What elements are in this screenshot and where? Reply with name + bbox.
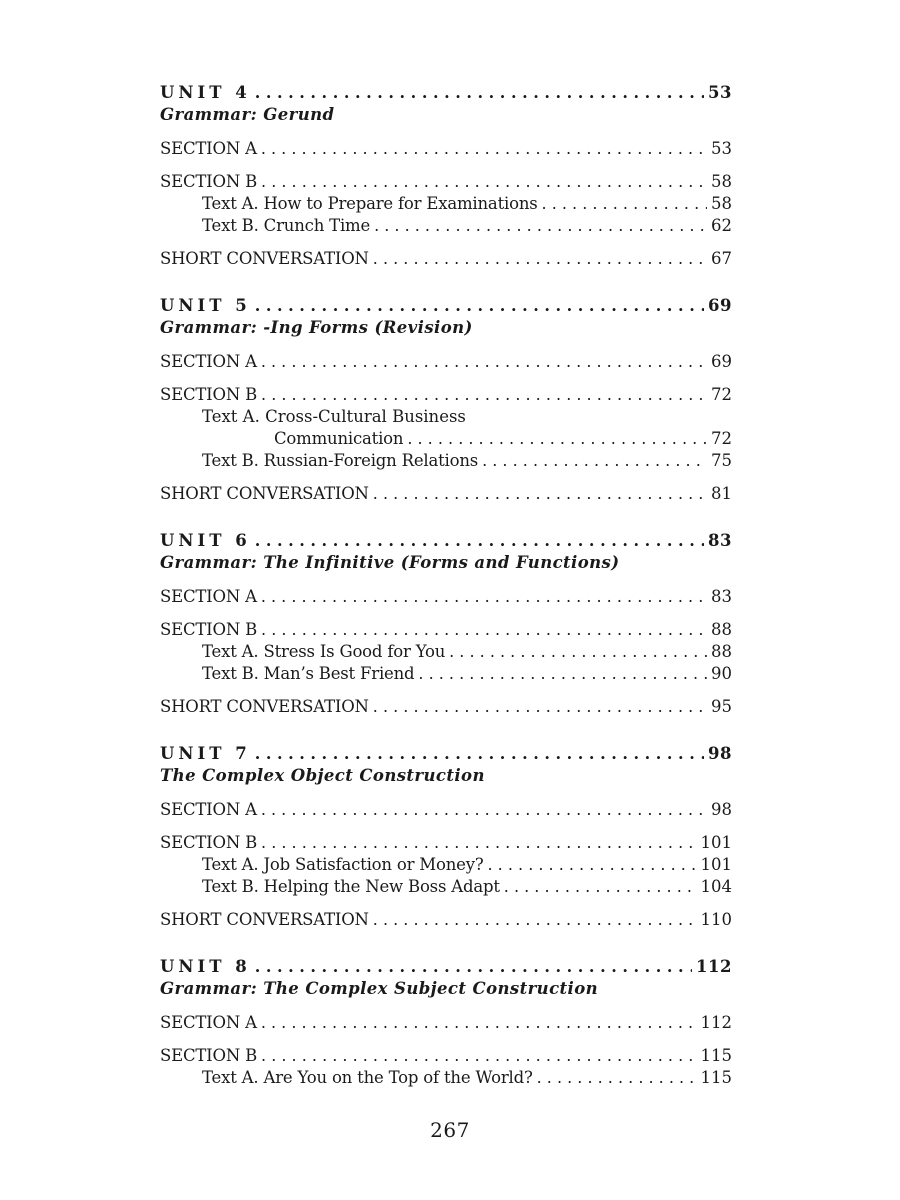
section-block bbox=[160, 1045, 732, 1089]
dot-leader bbox=[255, 743, 704, 765]
dot-leader bbox=[418, 663, 707, 685]
entry-label: SECTION A bbox=[160, 139, 257, 158]
grammar-topic: Grammar: Gerund bbox=[160, 105, 335, 124]
entry-page-number: 98 bbox=[708, 744, 732, 763]
page-number: 267 bbox=[430, 1118, 470, 1142]
dot-leader bbox=[482, 450, 707, 472]
entry-page-number: 110 bbox=[700, 910, 732, 929]
entry-page-number: 101 bbox=[700, 833, 732, 852]
text-entry[interactable] bbox=[160, 876, 732, 898]
section-entry[interactable] bbox=[160, 586, 732, 608]
section-block bbox=[160, 909, 732, 931]
unit-block bbox=[160, 530, 732, 718]
entry-label: SHORT CONVERSATION bbox=[160, 697, 369, 716]
dot-leader bbox=[537, 1067, 697, 1089]
entry-label: SHORT CONVERSATION bbox=[160, 910, 369, 929]
unit-heading[interactable] bbox=[160, 956, 732, 978]
grammar-topic: Grammar: -Ing Forms (Revision) bbox=[160, 318, 473, 337]
section-entry[interactable] bbox=[160, 696, 732, 718]
entry-page-number: 115 bbox=[700, 1068, 732, 1087]
section-block bbox=[160, 1012, 732, 1034]
dot-leader bbox=[373, 248, 707, 270]
dot-leader bbox=[261, 384, 707, 406]
section-entry[interactable] bbox=[160, 799, 732, 821]
unit-heading[interactable] bbox=[160, 295, 732, 317]
unit-heading[interactable] bbox=[160, 530, 732, 552]
grammar-topic: The Complex Object Construction bbox=[160, 766, 485, 785]
section-block bbox=[160, 483, 732, 505]
section-entry[interactable] bbox=[160, 138, 732, 160]
entry-label: Text A. Stress Is Good for You bbox=[202, 642, 446, 661]
section-block bbox=[160, 586, 732, 608]
section-block bbox=[160, 248, 732, 270]
dot-leader bbox=[373, 909, 697, 931]
dot-leader bbox=[373, 483, 707, 505]
entry-page-number: 90 bbox=[711, 664, 732, 683]
dot-leader bbox=[261, 832, 696, 854]
dot-leader bbox=[255, 530, 704, 552]
section-entry[interactable] bbox=[160, 483, 732, 505]
section-block bbox=[160, 384, 732, 472]
entry-label: SECTION B bbox=[160, 1046, 258, 1065]
text-entry[interactable] bbox=[160, 1067, 732, 1089]
text-entry[interactable] bbox=[160, 450, 732, 472]
entry-label: Text B. Crunch Time bbox=[202, 216, 371, 235]
entry-page-number: 58 bbox=[711, 194, 732, 213]
section-entry[interactable] bbox=[160, 832, 732, 854]
section-entry[interactable] bbox=[160, 248, 732, 270]
dot-leader bbox=[374, 215, 707, 237]
entry-page-number: 53 bbox=[711, 139, 732, 158]
dot-leader bbox=[488, 854, 697, 876]
text-entry[interactable] bbox=[160, 406, 732, 450]
text-entry[interactable] bbox=[160, 663, 732, 685]
entry-label: SECTION B bbox=[160, 620, 258, 639]
entry-page-number: 95 bbox=[711, 697, 732, 716]
dot-leader bbox=[255, 956, 692, 978]
entry-page-number: 83 bbox=[708, 531, 732, 550]
entry-page-number: 62 bbox=[711, 216, 732, 235]
dot-leader bbox=[261, 586, 707, 608]
entry-page-number: 69 bbox=[708, 296, 732, 315]
entry-page-number: 72 bbox=[711, 429, 732, 448]
entry-label: UNIT 8 bbox=[160, 957, 251, 976]
section-block bbox=[160, 351, 732, 373]
grammar-topic: Grammar: The Complex Subject Construction bbox=[160, 979, 599, 998]
unit-block bbox=[160, 956, 732, 1089]
entry-label: Text A. Are You on the Top of the World? bbox=[202, 1068, 533, 1087]
entry-page-number: 112 bbox=[700, 1013, 732, 1032]
entry-page-number: 98 bbox=[711, 800, 732, 819]
entry-page-number: 72 bbox=[711, 385, 732, 404]
dot-leader bbox=[261, 138, 707, 160]
dot-leader bbox=[373, 696, 707, 718]
section-entry[interactable] bbox=[160, 619, 732, 641]
dot-leader bbox=[261, 619, 707, 641]
entry-label: UNIT 4 bbox=[160, 83, 251, 102]
dot-leader bbox=[261, 351, 707, 373]
dot-leader bbox=[261, 1045, 696, 1067]
entry-label: SECTION A bbox=[160, 800, 257, 819]
entry-page-number: 69 bbox=[711, 352, 732, 371]
text-entry[interactable] bbox=[160, 641, 732, 663]
entry-label: SHORT CONVERSATION bbox=[160, 484, 369, 503]
dot-leader bbox=[255, 295, 704, 317]
entry-label: Text A. Cross-Cultural Business bbox=[202, 407, 466, 426]
dot-leader bbox=[504, 876, 697, 898]
grammar-topic: Grammar: The Infinitive (Forms and Functions) bbox=[160, 553, 620, 572]
section-entry[interactable] bbox=[160, 351, 732, 373]
entry-page-number: 81 bbox=[711, 484, 732, 503]
entry-label: SECTION A bbox=[160, 587, 257, 606]
section-entry[interactable] bbox=[160, 384, 732, 406]
entry-page-number: 58 bbox=[711, 172, 732, 191]
entry-page-number: 88 bbox=[711, 642, 732, 661]
dot-leader bbox=[261, 171, 707, 193]
dot-leader bbox=[542, 193, 707, 215]
text-entry[interactable] bbox=[160, 193, 732, 215]
entry-page-number: 112 bbox=[696, 957, 732, 976]
section-entry[interactable] bbox=[160, 1012, 732, 1034]
entry-label: Text B. Helping the New Boss Adapt bbox=[202, 877, 500, 896]
section-block bbox=[160, 138, 732, 160]
section-entry[interactable] bbox=[160, 909, 732, 931]
entry-page-number: 104 bbox=[700, 877, 732, 896]
unit-block bbox=[160, 295, 732, 505]
entry-page-number: 88 bbox=[711, 620, 732, 639]
entry-label: SECTION B bbox=[160, 385, 258, 404]
dot-leader bbox=[449, 641, 707, 663]
unit-block bbox=[160, 743, 732, 931]
section-block bbox=[160, 832, 732, 898]
dot-leader bbox=[255, 82, 704, 104]
unit-block bbox=[160, 82, 732, 270]
entry-label: SECTION B bbox=[160, 172, 258, 191]
entry-page-number: 83 bbox=[711, 587, 732, 606]
entry-label: Communication bbox=[274, 429, 404, 448]
entry-label: SECTION B bbox=[160, 833, 258, 852]
entry-page-number: 53 bbox=[708, 83, 732, 102]
entry-label: Text A. Job Satisfaction or Money? bbox=[202, 855, 484, 874]
dot-leader bbox=[407, 428, 707, 450]
dot-leader bbox=[261, 799, 707, 821]
section-block bbox=[160, 619, 732, 685]
entry-label: UNIT 7 bbox=[160, 744, 251, 763]
entry-page-number: 75 bbox=[711, 451, 732, 470]
text-entry[interactable] bbox=[160, 854, 732, 876]
table-of-contents bbox=[160, 82, 732, 1114]
entry-label: SHORT CONVERSATION bbox=[160, 249, 369, 268]
section-entry[interactable] bbox=[160, 1045, 732, 1067]
unit-heading[interactable] bbox=[160, 743, 732, 765]
dot-leader bbox=[261, 1012, 697, 1034]
section-block bbox=[160, 696, 732, 718]
entry-label: Text B. Man’s Best Friend bbox=[202, 664, 415, 683]
entry-page-number: 67 bbox=[711, 249, 732, 268]
entry-label: SECTION A bbox=[160, 352, 257, 371]
entry-page-number: 101 bbox=[700, 855, 732, 874]
unit-heading[interactable] bbox=[160, 82, 732, 104]
entry-label: Text B. Russian-Foreign Relations bbox=[202, 451, 479, 470]
entry-page-number: 115 bbox=[700, 1046, 732, 1065]
entry-continuation[interactable] bbox=[160, 428, 732, 450]
entry-label: UNIT 6 bbox=[160, 531, 251, 550]
section-block bbox=[160, 171, 732, 237]
entry-label: Text A. How to Prepare for Examinations bbox=[202, 194, 538, 213]
section-block bbox=[160, 799, 732, 821]
text-entry[interactable] bbox=[160, 215, 732, 237]
entry-label: UNIT 5 bbox=[160, 296, 251, 315]
entry-label: SECTION A bbox=[160, 1013, 257, 1032]
section-entry[interactable] bbox=[160, 171, 732, 193]
